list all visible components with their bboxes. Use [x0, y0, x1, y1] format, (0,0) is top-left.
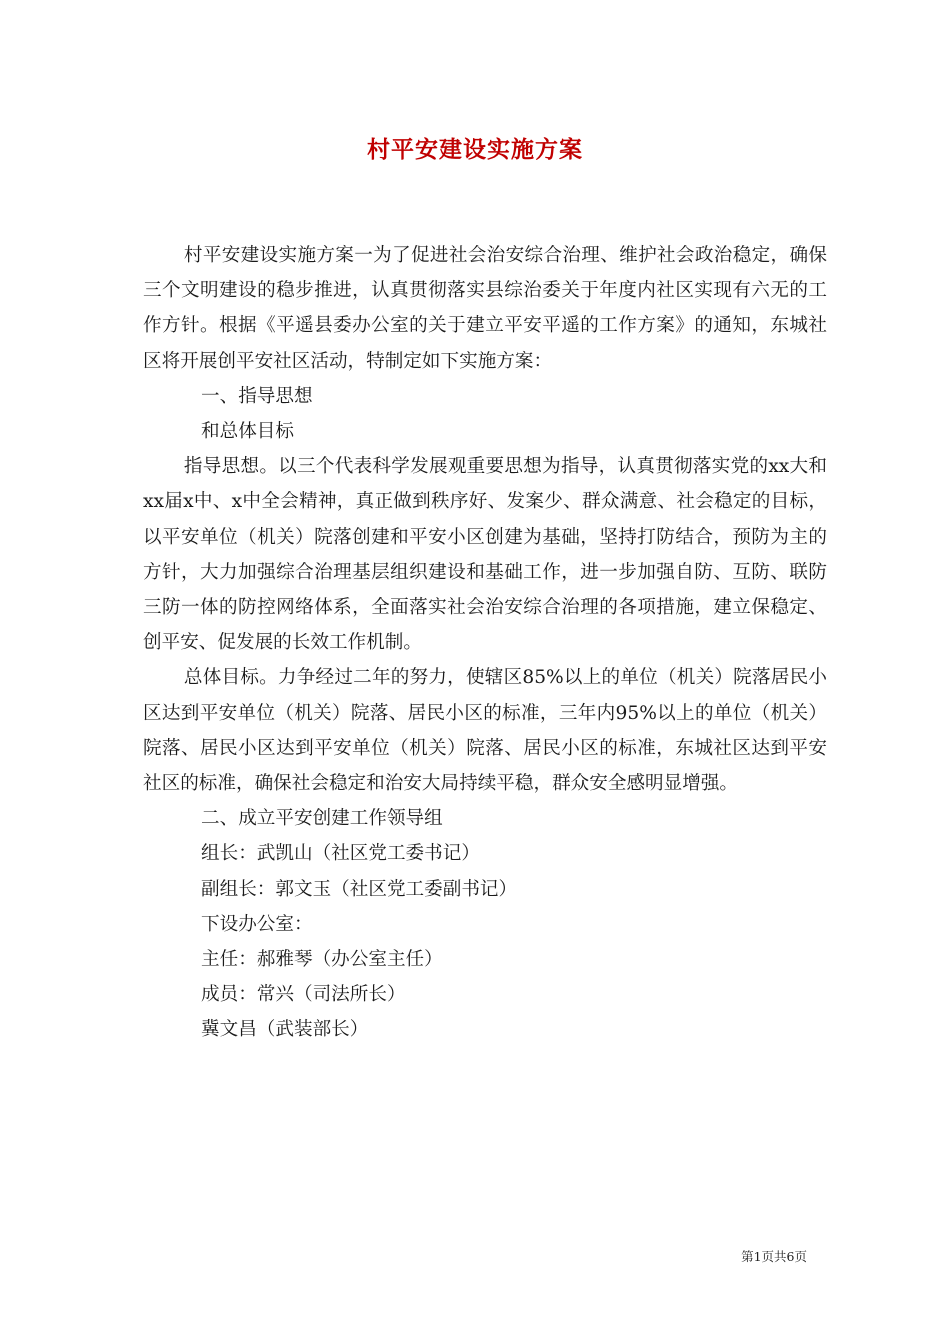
line-group-leader: 组长：武凯山（社区党工委书记）: [201, 843, 480, 865]
heading-overall-goal: 和总体目标: [201, 421, 294, 443]
heading-leadership-group: 二、成立平安创建工作领导组: [201, 808, 443, 830]
paragraph-overall-goal: 总体目标。力争经过二年的努力，使辖区85%以上的单位（机关）院落居民小区达到平安单位（机关）院落、居民小区的标准，三年内95%以上的单位（机关）院落、居民小区达到平安单位（机关）院落、居民小区的标准，东城社区达到平安社区的标准，确保社会稳定和治安大局持续平稳，群众安全感明显增强。: [143, 667, 827, 795]
document-body: [143, 238, 827, 1048]
line-member-1: 成员：常兴（司法所长）: [201, 984, 406, 1006]
line-director: 主任：郝雅琴（办公室主任）: [201, 949, 443, 971]
line-deputy-leader: 副组长：郭文玉（社区党工委副书记）: [201, 878, 518, 900]
page-number-footer: 第1页共6页: [741, 1249, 807, 1264]
line-member-2: 冀文昌（武装部长）: [201, 1019, 369, 1041]
document-title: 村平安建设实施方案: [367, 136, 583, 163]
heading-guiding-thought: 一、指导思想: [201, 385, 313, 407]
line-office: 下设办公室：: [201, 913, 313, 935]
paragraph-intro: 村平安建设实施方案一为了促进社会治安综合治理、维护社会政治稳定，确保三个文明建设的稳步推进，认真贯彻落实县综治委关于年度内社区实现有六无的工作方针。根据《平遥县委办公室的关于建立平安平遥的工作方案》的通知，东城社区将开展创平安社区活动，特制定如下实施方案：: [143, 245, 827, 372]
paragraph-guiding-thought: 指导思想。以三个代表科学发展观重要思想为指导，认真贯彻落实党的xx大和xx届x中、x中全会精神，真正做到秩序好、发案少、群众满意、社会稳定的目标，以平安单位（机关）院落创建和平安小区创建为基础，坚持打防结合，预防为主的方针，大力加强综合治理基层组织建设和基础工作，进一步加强自防、互防、联防三防一体的防控网络体系，全面落实社会治安综合治理的各项措施，建立保稳定、创平安、促发展的长效工作机制。: [143, 456, 827, 654]
